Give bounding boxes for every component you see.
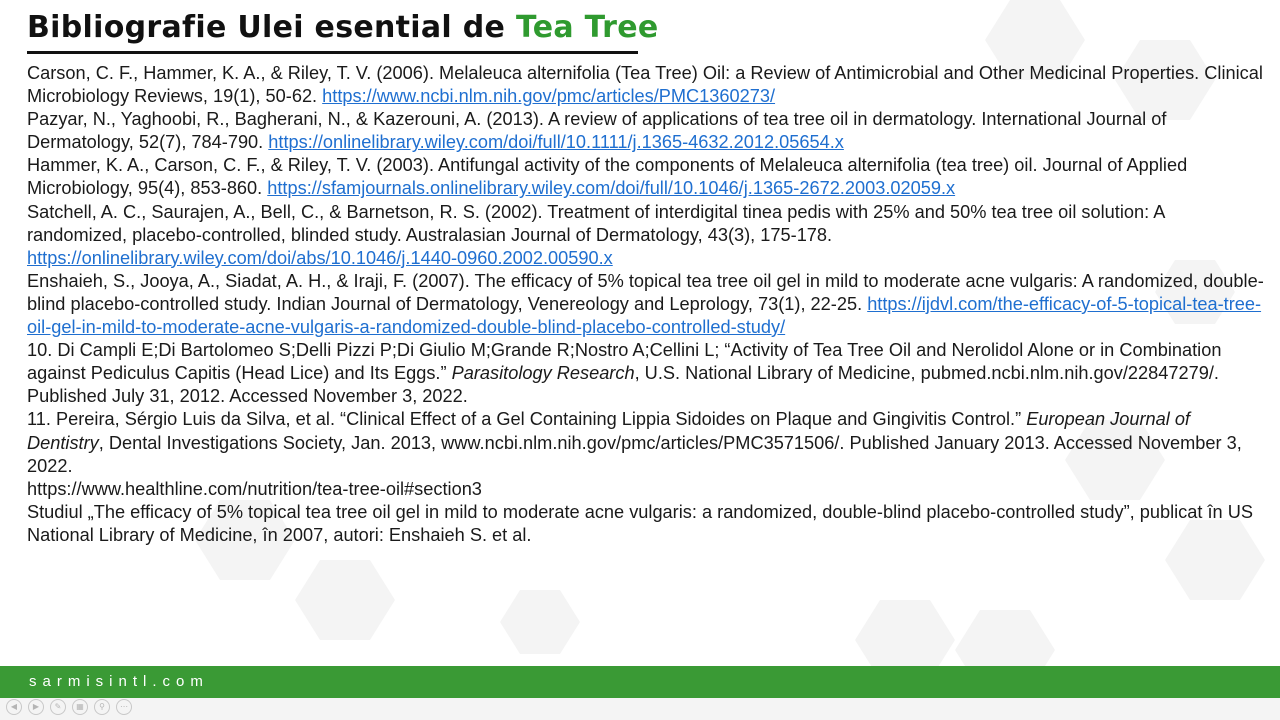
title-underline [27, 51, 638, 54]
title-accent: Tea Tree [515, 10, 659, 45]
reference-text: , U.S. National Library of Medicine, pubmed.ncbi.nlm.nih.gov/22847279/. Published July 31, 2012. Accessed November 3, 2022. [27, 363, 1219, 407]
reference-item [27, 478, 1267, 501]
reference-link[interactable]: https://sfamjournals.onlinelibrary.wiley.com/doi/full/10.1046/j.1365-2672.2003.02059.x [267, 178, 956, 199]
more-icon[interactable]: ⋯ [116, 699, 132, 715]
reference-text: Pazyar, N., Yaghoobi, R., Bagherani, N., & Kazerouni, A. (2013). A review of applications of tea tree oil in dermatology. International Journal of Dermatology, 52(7), 784-790. [27, 109, 1167, 153]
reference-journal: Parasitology Research [451, 363, 635, 384]
reference-item [27, 408, 1267, 477]
reference-text: , Dental Investigations Society, Jan. 2013, www.ncbi.nlm.nih.gov/pmc/articles/PMC3571506/. Published January 2013. Accessed November 3, 2022. [27, 432, 1242, 476]
prev-icon[interactable]: ◀ [6, 699, 22, 715]
page-title [27, 10, 659, 45]
reference-item [27, 270, 1267, 339]
reference-journal: European Journal of Dentistry [27, 409, 1190, 453]
reference-text: Enshaieh, S., Jooya, A., Siadat, A. H., & Iraji, F. (2007). The efficacy of 5% topical tea tree oil gel in mild to moderate acne vulgaris: A randomized, double-blind placebo-controlled study. Indian Journal of Dermatology, Venereology and Leprology, 73(1), 22-25. [27, 270, 1264, 314]
reference-text: Studiul „The efficacy of 5% topical tea tree oil gel in mild to moderate acne vulgaris: a randomized, double-blind placebo-controlled study”, publicat în US National Library of Medicine, în 2007, autori: Enshaieh S. et al. [27, 501, 1253, 545]
reference-text: 11. Pereira, Sérgio Luis da Silva, et al. “Clinical Effect of a Gel Containing Lippia Sidoides on Plaque and Gingivitis Control.” [27, 409, 1027, 430]
reference-text: Satchell, A. C., Saurajen, A., Bell, C., & Barnetson, R. S. (2002). Treatment of interdigital tinea pedis with 25% and 50% tea tree oil solution: A randomized, placebo-controlled, blinded study. Australasian Journal of Dermatology, 43(3), 175-178. [27, 201, 1165, 245]
slides-icon[interactable]: ▦ [72, 699, 88, 715]
reference-item [27, 501, 1267, 547]
reference-text: Carson, C. F., Hammer, K. A., & Riley, T. V. (2006). Melaleuca alternifolia (Tea Tree) Oil: a Review of Antimicrobial and Other Medicinal Properties. Clinical Microbiology Reviews, 19(1), 50-62. [27, 63, 1263, 107]
pen-icon[interactable]: ✎ [50, 699, 66, 715]
footer-site: sarmisintl.com [29, 673, 209, 690]
title-main: Bibliografie Ulei esential de [27, 10, 516, 45]
reference-item [27, 339, 1267, 408]
reference-link[interactable]: https://onlinelibrary.wiley.com/doi/abs/10.1046/j.1440-0960.2002.00590.x [27, 247, 613, 268]
reference-link[interactable]: https://onlinelibrary.wiley.com/doi/full/10.1111/j.1365-4632.2012.05654.x [268, 132, 844, 153]
reference-link[interactable]: https://ijdvl.com/the-efficacy-of-5-topical-tea-tree-oil-gel-in-mild-to-moderate-acne-vulgaris-a-randomized-double-blind-placebo-controlled-study/ [27, 293, 1262, 338]
reference-text: Hammer, K. A., Carson, C. F., & Riley, T. V. (2003). Antifungal activity of the components of Melaleuca alternifolia (tea tree) oil. Journal of Applied Microbiology, 95(4), 853-860. [27, 155, 1188, 199]
reference-item [27, 62, 1267, 108]
bibliography-list [27, 62, 1267, 547]
reference-item [27, 201, 1267, 270]
reference-text: 10. Di Campli E;Di Bartolomeo S;Delli Pizzi P;Di Giulio M;Grande R;Nostro A;Cellini L; “Activity of Tea Tree Oil and Nerolidol Alone or in Combination against Pediculus Capitis (Head Lice) and Its Eggs.” [27, 340, 1222, 384]
next-icon[interactable]: ▶ [28, 699, 44, 715]
reference-item [27, 108, 1267, 154]
zoom-icon[interactable]: ⚲ [94, 699, 110, 715]
footer-strip [0, 698, 1280, 720]
reference-item [27, 154, 1267, 200]
reference-text: https://www.healthline.com/nutrition/tea-tree-oil#section3 [27, 478, 482, 499]
reference-link[interactable]: https://www.ncbi.nlm.nih.gov/pmc/articles/PMC1360273/ [322, 86, 776, 107]
